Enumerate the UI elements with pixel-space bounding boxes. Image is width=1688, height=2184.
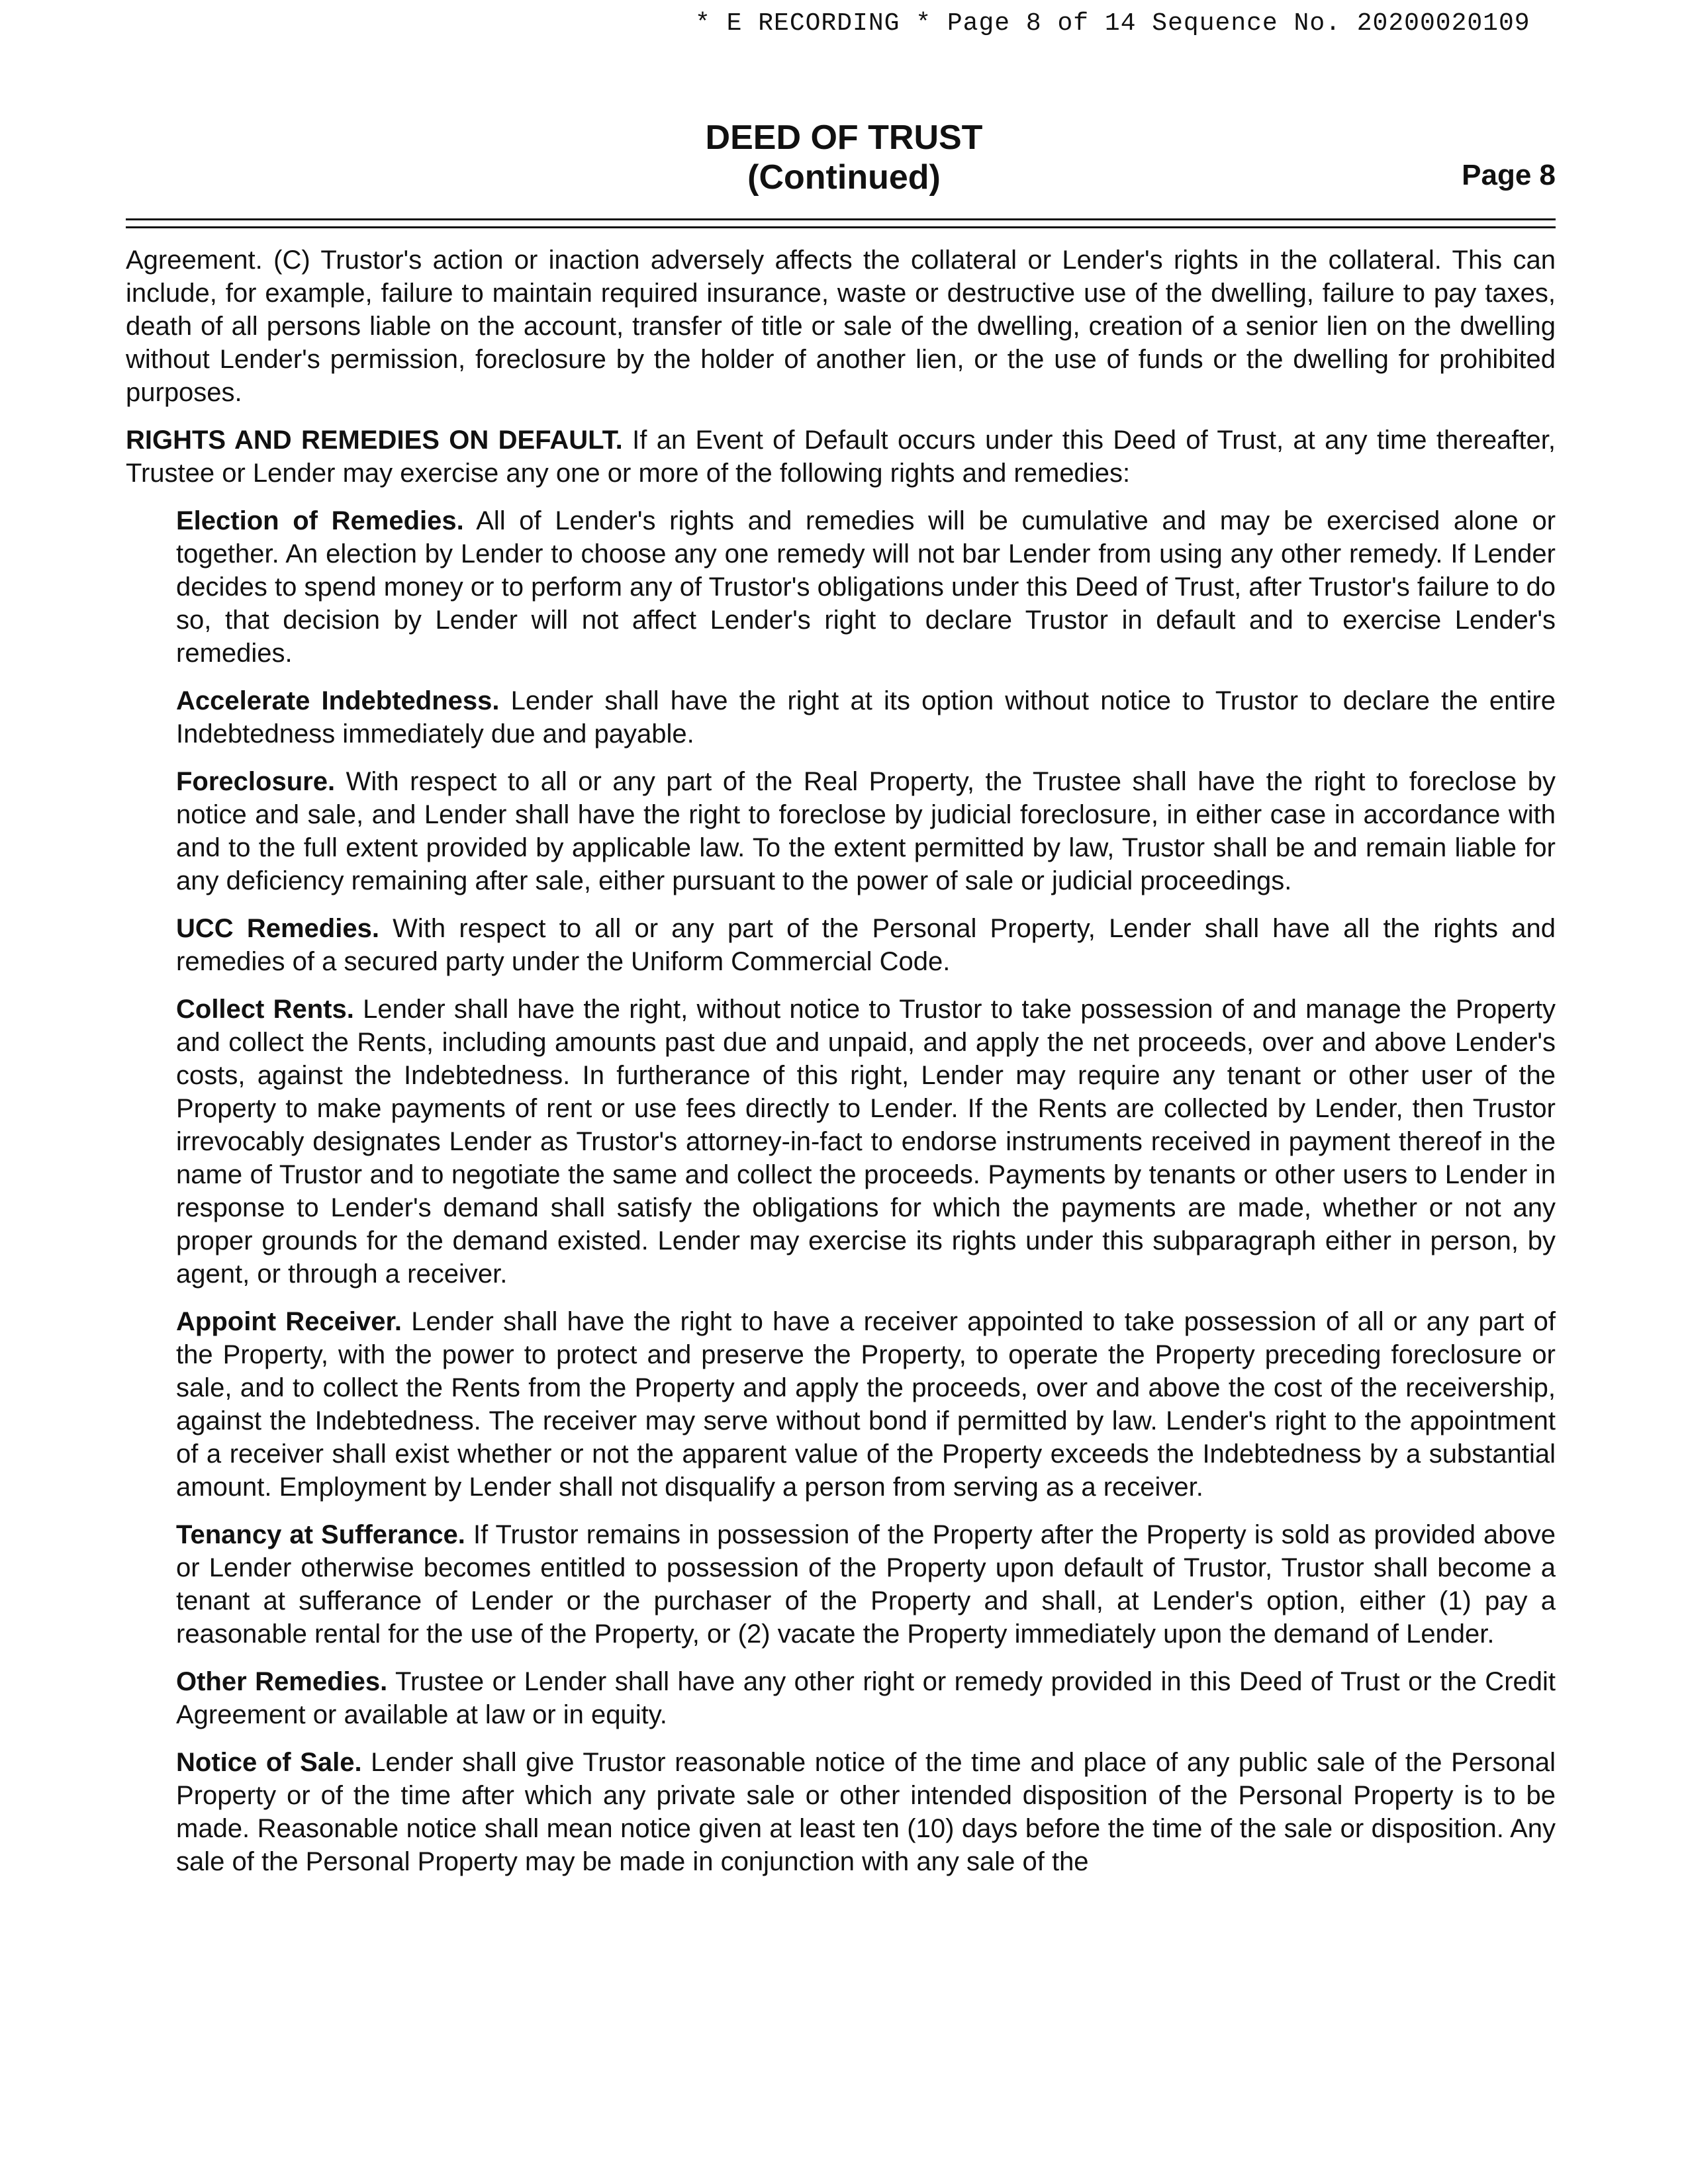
paragraph-text: Lender shall give Trustor reasonable notice of the time and place of any public sale of the Personal Property or of the time after which any private sale or other intended disposition of the Personal Property is to be made. Reasonable notice shall mean notice given at least ten (10) days before the time of the sale or disposition. Any sale of the Personal Property may be made in conjunction with any sale of the	[176, 1748, 1556, 1876]
document-title-line-2: (Continued)	[747, 158, 941, 197]
paragraph-notice-of-sale	[176, 1746, 1556, 1878]
paragraph-election-of-remedies	[176, 504, 1556, 670]
paragraph-heading: Foreclosure.	[176, 767, 336, 796]
intro-paragraph: Agreement. (C) Trustor's action or inaction adversely affects the collateral or Lender's rights in the collateral. This can include, for example, failure to maintain required insurance, waste or destructive use of the dwelling, failure to pay taxes, death of all persons liable on the account, transfer of title or sale of the dwelling, creation of a senior lien on the dwelling without Lender's permission, foreclosure by the holder of another lien, or the use of funds or the dwelling for prohibited purposes.	[126, 246, 1556, 407]
paragraph-heading: Collect Rents.	[176, 995, 354, 1024]
paragraph-heading: Notice of Sale.	[176, 1748, 362, 1777]
recording-stamp: * E RECORDING * Page 8 of 14 Sequence No. 20200020109	[695, 9, 1530, 38]
paragraph-heading: Tenancy at Sufferance.	[176, 1520, 465, 1549]
paragraph-heading: Other Remedies.	[176, 1667, 388, 1696]
paragraph-other-remedies	[176, 1665, 1556, 1731]
paragraph-heading: Accelerate Indebtedness.	[176, 686, 500, 715]
paragraph-heading: UCC Remedies.	[176, 914, 379, 943]
paragraph-ucc-remedies	[176, 912, 1556, 978]
paragraph-text: Lender shall have the right to have a receiver appointed to take possession of all or any part of the Property, with the power to protect and preserve the Property, to operate the Property preceding foreclosure or sale, and to collect the Rents from the Property and apply the proceeds, over and above the cost of the receivership, against the Indebtedness. The receiver may serve without bond if permitted by law. Lender's right to the appointment of a receiver shall exist whether or not the apparent value of the Property exceeds the Indebtedness by a substantial amount. Employment by Lender shall not disqualify a person from serving as a receiver.	[176, 1307, 1556, 1502]
paragraph-text: With respect to all or any part of the Personal Property, Lender shall have all the rights and remedies of a secured party under the Uniform Commercial Code.	[176, 914, 1556, 976]
document-body	[126, 244, 1556, 1893]
paragraph-text: Trustee or Lender shall have any other right or remedy provided in this Deed of Trust or the Credit Agreement or available at law or in equity.	[176, 1667, 1556, 1729]
paragraph-foreclosure	[176, 765, 1556, 897]
paragraph-text: With respect to all or any part of the Real Property, the Trustee shall have the right to foreclose by notice and sale, and Lender shall have the right to foreclose by judicial foreclosure, in either case in accordance with and to the full extent provided by applicable law. To the extent permitted by law, Trustor shall be and remain liable for any deficiency remaining after sale, either pursuant to the power of sale or judicial proceedings.	[176, 767, 1556, 895]
paragraph-collect-rents	[176, 993, 1556, 1291]
paragraph-text: Lender shall have the right at its option without notice to Trustor to declare the entire Indebtedness immediately due and payable.	[176, 686, 1556, 749]
paragraph-text: If Trustor remains in possession of the Property after the Property is sold as provided above or Lender otherwise becomes entitled to possession of the Property upon default of Trustor, Trustor shall become a tenant at sufferance of Lender or the purchaser of the Property and shall, at Lender's option, either (1) pay a reasonable rental for the use of the Property, or (2) vacate the Property immediately upon the demand of Lender.	[176, 1520, 1556, 1649]
document-title-line-1: DEED OF TRUST	[705, 118, 983, 157]
paragraph-text: Lender shall have the right, without notice to Trustor to take possession of and manage the Property and collect the Rents, including amounts past due and unpaid, and apply the net proceeds, over and above Lender's costs, against the Indebtedness. In furtherance of this right, Lender may require any tenant or other user of the Property to make payments of rent or use fees directly to Lender. If the Rents are collected by Lender, then Trustor irrevocably designates Lender as Trustor's attorney-in-fact to endorse instruments received in payment thereof in the name of Trustor and to negotiate the same and collect the proceeds. Payments by tenants or other users to Lender in response to Lender's demand shall satisfy the obligations for which the payments are made, whether or not any proper grounds for the demand existed. Lender may exercise its rights under this subparagraph either in person, by agent, or through a receiver.	[176, 995, 1556, 1289]
page-number: Page 8	[1462, 159, 1556, 191]
section-rights-and-remedies	[126, 424, 1556, 490]
paragraph-text: All of Lender's rights and remedies will be cumulative and may be exercised alone or together. An election by Lender to choose any one remedy will not bar Lender from using any other remedy. If Lender decides to spend money or to perform any of Trustor's obligations under this Deed of Trust, after Trustor's failure to do so, that decision by Lender will not affect Lender's right to declare Trustor in default and to exercise Lender's remedies.	[176, 506, 1556, 668]
header-divider-bottom	[126, 226, 1556, 228]
paragraph-appoint-receiver	[176, 1305, 1556, 1504]
paragraph-heading: Appoint Receiver.	[176, 1307, 402, 1336]
paragraph-tenancy-at-sufferance	[176, 1518, 1556, 1651]
header-divider-top	[126, 218, 1556, 220]
paragraph-accelerate-indebtedness	[176, 684, 1556, 751]
section-text: If an Event of Default occurs under this Deed of Trust, at any time thereafter, Trustee or Lender may exercise any one or more of the following rights and remedies:	[126, 426, 1556, 488]
section-heading: RIGHTS AND REMEDIES ON DEFAULT.	[126, 426, 623, 455]
paragraph-heading: Election of Remedies.	[176, 506, 464, 535]
